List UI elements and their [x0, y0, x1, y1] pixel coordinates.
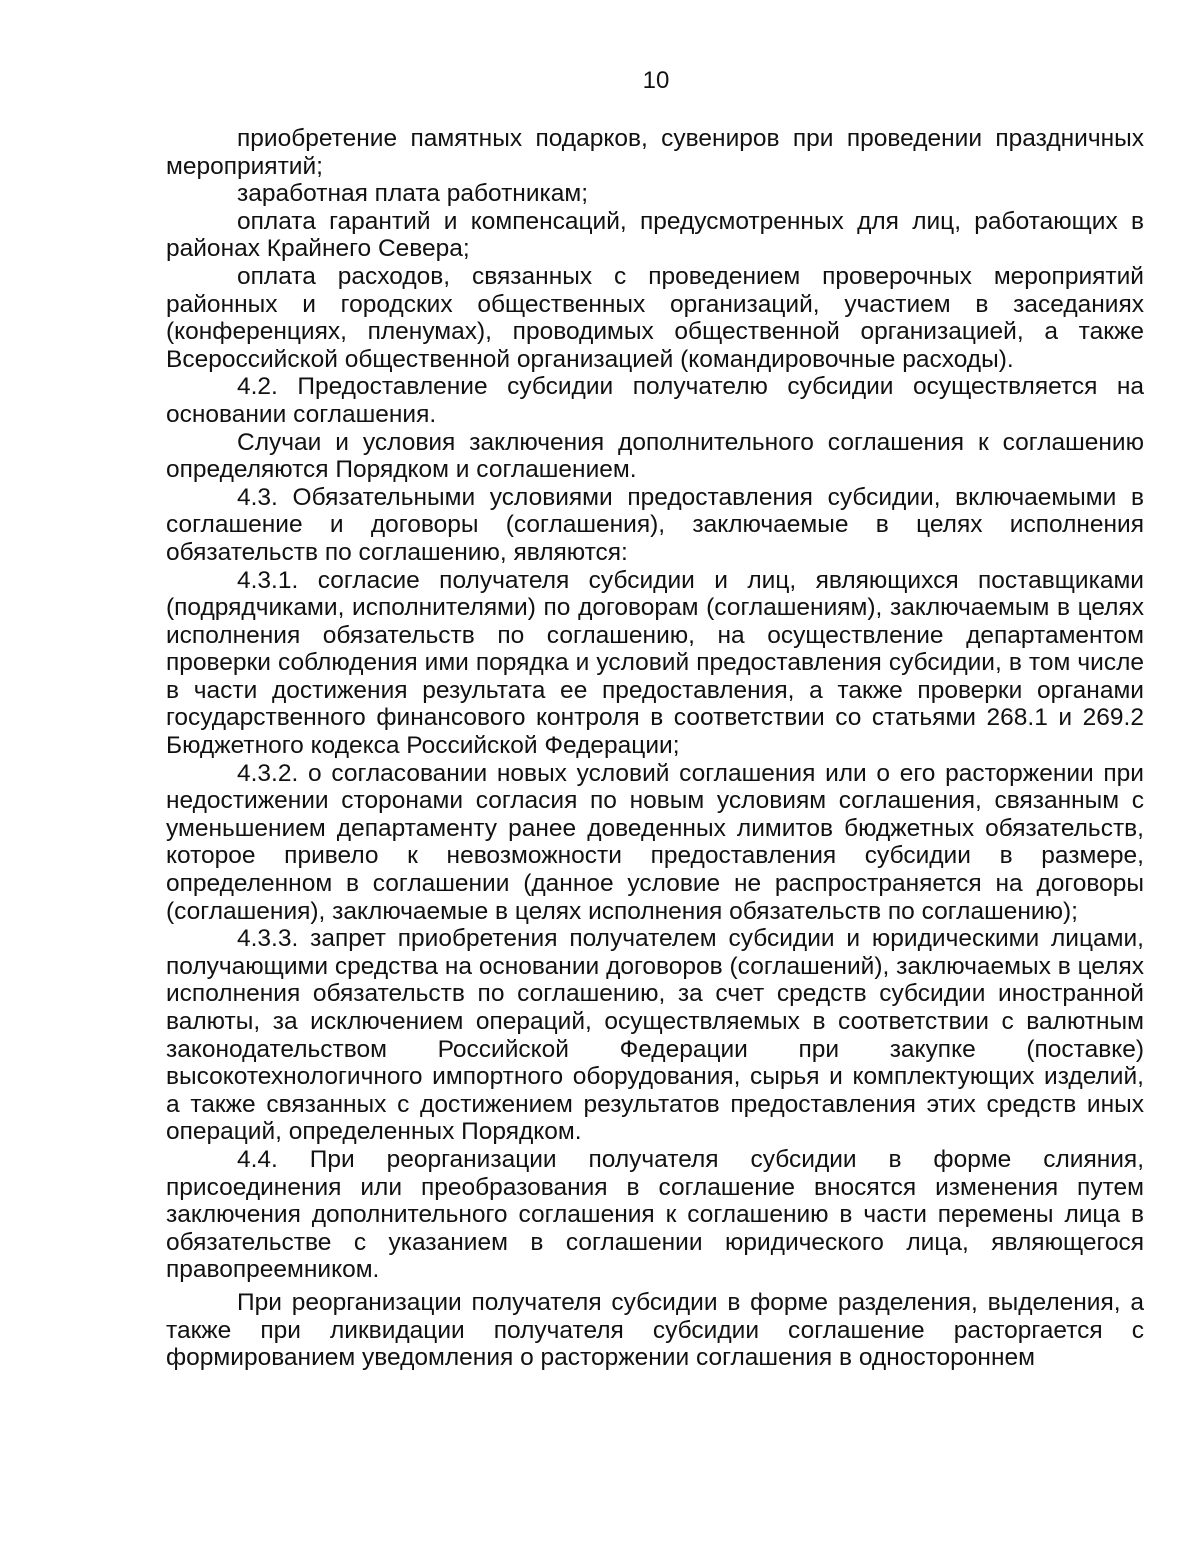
paragraph-inspection-expenses: оплата расходов, связанных с проведением проверочных мероприятий районных и городских общественных организаций, участием в заседаниях (конференциях, пленумах), проводимых общественной организацией, а также Всероссийской общественной организацией (командировочные расходы). — [166, 262, 1144, 373]
paragraph-additional-agreement: Случаи и условия заключения дополнительного соглашения к соглашению определяются Порядком и соглашением. — [166, 428, 1144, 484]
paragraph-salary: заработная плата работникам; — [237, 180, 589, 208]
paragraph-4-3: 4.3. Обязательными условиями предоставления субсидии, включаемыми в соглашение и договоры (соглашения), заключаемые в целях исполнения обязательств по соглашению, являются: — [166, 483, 1144, 566]
paragraph-4-4: 4.4. При реорганизации получателя субсидии в форме слияния, присоединения или преобразования в соглашение вносятся изменения путем заключения дополнительного соглашения к соглашению в части перемены лица в обязательстве с указанием в соглашении юридического лица, являющегося правопреемником. — [166, 1145, 1144, 1284]
paragraph-4-3-2: 4.3.2. о согласовании новых условий соглашения или о его расторжении при недостижении сторонами согласия по новым условиям соглашения, связанным с уменьшением департаменту ранее доведенных лимитов бюджетных обязательств, которое привело к невозможности предоставления субсидии в размере, определенном в соглашении (данное условие не распространяется на договоры (соглашения), заключаемые в целях исполнения обязательств по соглашению); — [166, 759, 1144, 925]
document-body — [166, 125, 1144, 1372]
paragraph-4-3-1: 4.3.1. согласие получателя субсидии и лиц, являющихся поставщиками (подрядчиками, исполнителями) по договорам (соглашениям), заключаемым в целях исполнения обязательств по соглашению, на осуществление департаментом проверки соблюдения ими порядка и условий предоставления субсидии, в том числе в части достижения результата ее предоставления, а также проверки органами государственного финансового контроля в соответствии со статьями 268.1 и 269.2 Бюджетного кодекса Российской Федерации; — [166, 566, 1144, 760]
paragraph-north-compensation: оплата гарантий и компенсаций, предусмотренных для лиц, работающих в районах Крайнего Севера; — [166, 207, 1144, 263]
paragraph-4-2: 4.2. Предоставление субсидии получателю субсидии осуществляется на основании соглашения. — [166, 373, 1144, 428]
paragraph-gifts: приобретение памятных подарков, сувениров при проведении праздничных мероприятий; — [166, 125, 1144, 180]
page-number: 10 — [642, 67, 670, 94]
paragraph-4-3-3: 4.3.3. запрет приобретения получателем субсидии и юридическими лицами, получающими средства на основании договоров (соглашений), заключаемых в целях исполнения обязательств по соглашению, за счет средств субсидии иностранной валюты, за исключением операций, осуществляемых в соответствии с валютным законодательством Российской Федерации при закупке (поставке) высокотехнологичного импортного оборудования, сырья и комплектующих изделий, а также связанных с достижением результатов предоставления этих средств иных операций, определенных Порядком. — [166, 925, 1144, 1146]
paragraph-reorganization: При реорганизации получателя субсидии в форме разделения, выделения, а также при ликвидации получателя субсидии соглашение расторгается с формированием уведомления о расторжении соглашения в одностороннем — [166, 1288, 1144, 1372]
